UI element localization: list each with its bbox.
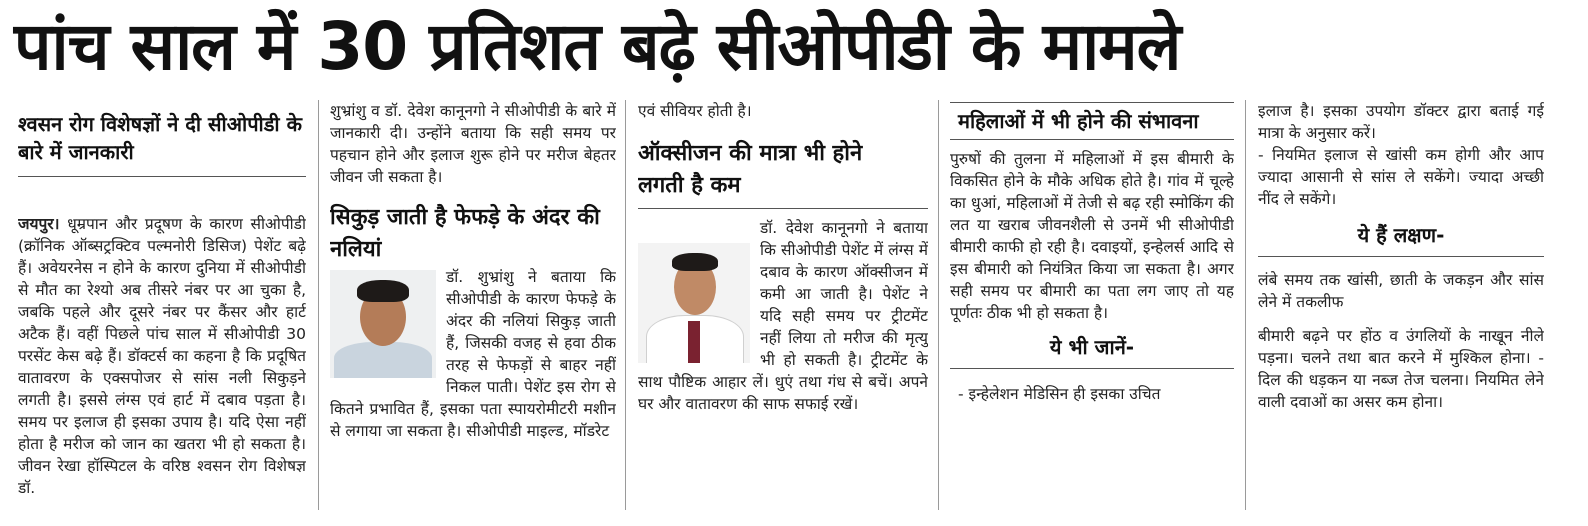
col5-section-title: ये हैं लक्षण- <box>1357 223 1445 247</box>
headline: पांच साल में 30 प्रतिशत बढ़े सीओपीडी के मामले <box>14 8 1181 85</box>
col4-section-title: ये भी जानें- <box>1049 335 1135 359</box>
col4-body: पुरुषों की तुलना में महिलाओं में इस बीमारी के विकसित होने के मौके अधिक होते है। गांव में चूल्हे का धुआं, महिलाओं में तेजी से बढ़ रही स्मोकिंग की लत या खराब जीवनशैली से उनमें भी सीओपीडी बीमारी काफी हो रही है। दवाइयों, इन्हेलर्स आदि से इस बीमारी को नियंत्रित किया जा सकता है। अगर सही समय पर बीमारी का पता लग जाए तो यह पूर्णतः ठीक भी हो सकता है। <box>950 150 1234 322</box>
column-1 <box>18 100 306 520</box>
column-divider-1 <box>318 100 319 510</box>
col4-section-rule <box>950 368 1234 369</box>
col1-rule <box>18 176 306 177</box>
col3-body: डॉ. देवेश कानूनगो ने बताया कि सीओपीडी पेशेंट में लंग्स में दबाव के कारण ऑक्सीजन में कमी आ जाती है। पेशेंट ने यदि सही समय पर ट्रीटमेंट नहीं लिया तो मरीज की मृत्यु भी हो सकती है। ट्रीटमेंट के साथ पौष्टिक आहार लें। धुएं तथा गंध से बचें। अपने घर और वातावरण की साफ सफाई रखें। <box>638 219 928 413</box>
col2-subheading: सिकुड़ जाती है फेफड़े के अंदर की नलियां <box>330 205 600 262</box>
column-3 <box>638 100 928 520</box>
col4-bullet: - इन्हेलेशन मेडिसिन ही इसका उचित <box>958 385 1161 403</box>
column-4 <box>950 100 1234 520</box>
col1-subheading: श्वसन रोग विशेषज्ञों ने दी सीओपीडी के बारे में जानकारी <box>18 112 302 164</box>
col2-intro: शुभ्रांशु व डॉ. देवेश कानूनगो ने सीओपीडी के बारे में जानकारी दी। उन्होंने बताया कि सही समय पर पहचान होने और इलाज शुरू होने पर मरीज बेहतर जीवन जी सकता है। <box>330 102 616 186</box>
column-divider-4 <box>1245 100 1246 510</box>
col1-body: धूम्रपान और प्रदूषण के कारण सीओपीडी (क्रॉनिक ऑब्सट्रक्टिव पल्मनोरी डिसिज) पेशेंट बढ़े हैं। अवेयरनेस न होने के कारण दुनिया में सीओपीडी से मौत का रेश्यो अब तीसरे नंबर पर आ चुका है, जबकि पहले और दूसरे नंबर पर कैंसर और हार्ट अटैक हैं। वहीं पिछले पांच साल में सीओपीडी 30 परसेंट केस बढ़े हैं। डॉक्टर्स का कहना है कि प्रदूषित वातावरण के एक्सपोजर से सांस नली सिकुड़ने लगती है। इससे लंग्स एवं हार्ट में दबाव पड़ता है। समय पर इलाज ही इसका उपाय है। यदि ऐसा नहीं होता है मरीज को जान का खतरा भी हो सकता है। जीवन रेखा हॉस्पिटल के वरिष्ठ श्वसन रोग विशेषज्ञ डॉ. <box>18 215 306 497</box>
col5-bullet: - नियमित इलाज से खांसी कम होगी और आप ज्यादा आसानी से सांस ले सकेंगे। ज्यादा अच्छी नींद ले सकेंगे। <box>1258 146 1544 208</box>
column-divider-3 <box>938 100 939 510</box>
col4-subheading: महिलाओं में भी होने की संभावना <box>958 109 1199 133</box>
col2-body: डॉ. शुभ्रांशु ने बताया कि सीओपीडी के कारण फेफड़े के अंदर की नलियां सिकुड़ जाती हैं, जिसकी वजह से हवा ठीक तरह से फेफड़ों से बाहर नहीं निकल पाती। पेशेंट इस रोग से कितने प्रभावित हैं, इसका पता स्पायरोमीटरी मशीन से लगाया जा सकता है। सीओपीडी माइल्ड, मॉडरेट <box>330 268 616 440</box>
col5-symptom-2: बीमारी बढ़ने पर होंठ व उंगलियों के नाखून नीले पड़ना। चलने तथा बात करने में मुश्किल होना। - दिल की धड़कन या नब्ज तेज चलना। नियमित लेने वाली दवाओं का असर कम होना। <box>1258 327 1544 411</box>
col1-body-paragraph <box>18 213 306 499</box>
doctor-photo-shubhranshu <box>330 270 436 378</box>
col3-intro: एवं सीवियर होती है। <box>638 102 752 120</box>
column-5 <box>1258 100 1544 520</box>
col5-section-rule <box>1258 256 1544 257</box>
col3-subheading: ऑक्सीजन की मात्रा भी होने लगती है कम <box>638 141 863 198</box>
col4-rule <box>950 139 1234 140</box>
column-divider-2 <box>625 100 626 510</box>
col1-dateline: जयपुर। <box>18 215 60 233</box>
col3-rule <box>638 208 928 209</box>
col4-top-rule <box>950 102 1234 103</box>
col5-symptom-1: लंबे समय तक खांसी, छाती के जकड़न और सांस लेने में तकलीफ <box>1258 271 1544 311</box>
doctor-photo-devesh <box>638 243 750 363</box>
col5-intro: इलाज है। इसका उपयोग डॉक्टर द्वारा बताई गई मात्रा के अनुसार करें। <box>1258 102 1544 142</box>
column-2 <box>330 100 616 520</box>
